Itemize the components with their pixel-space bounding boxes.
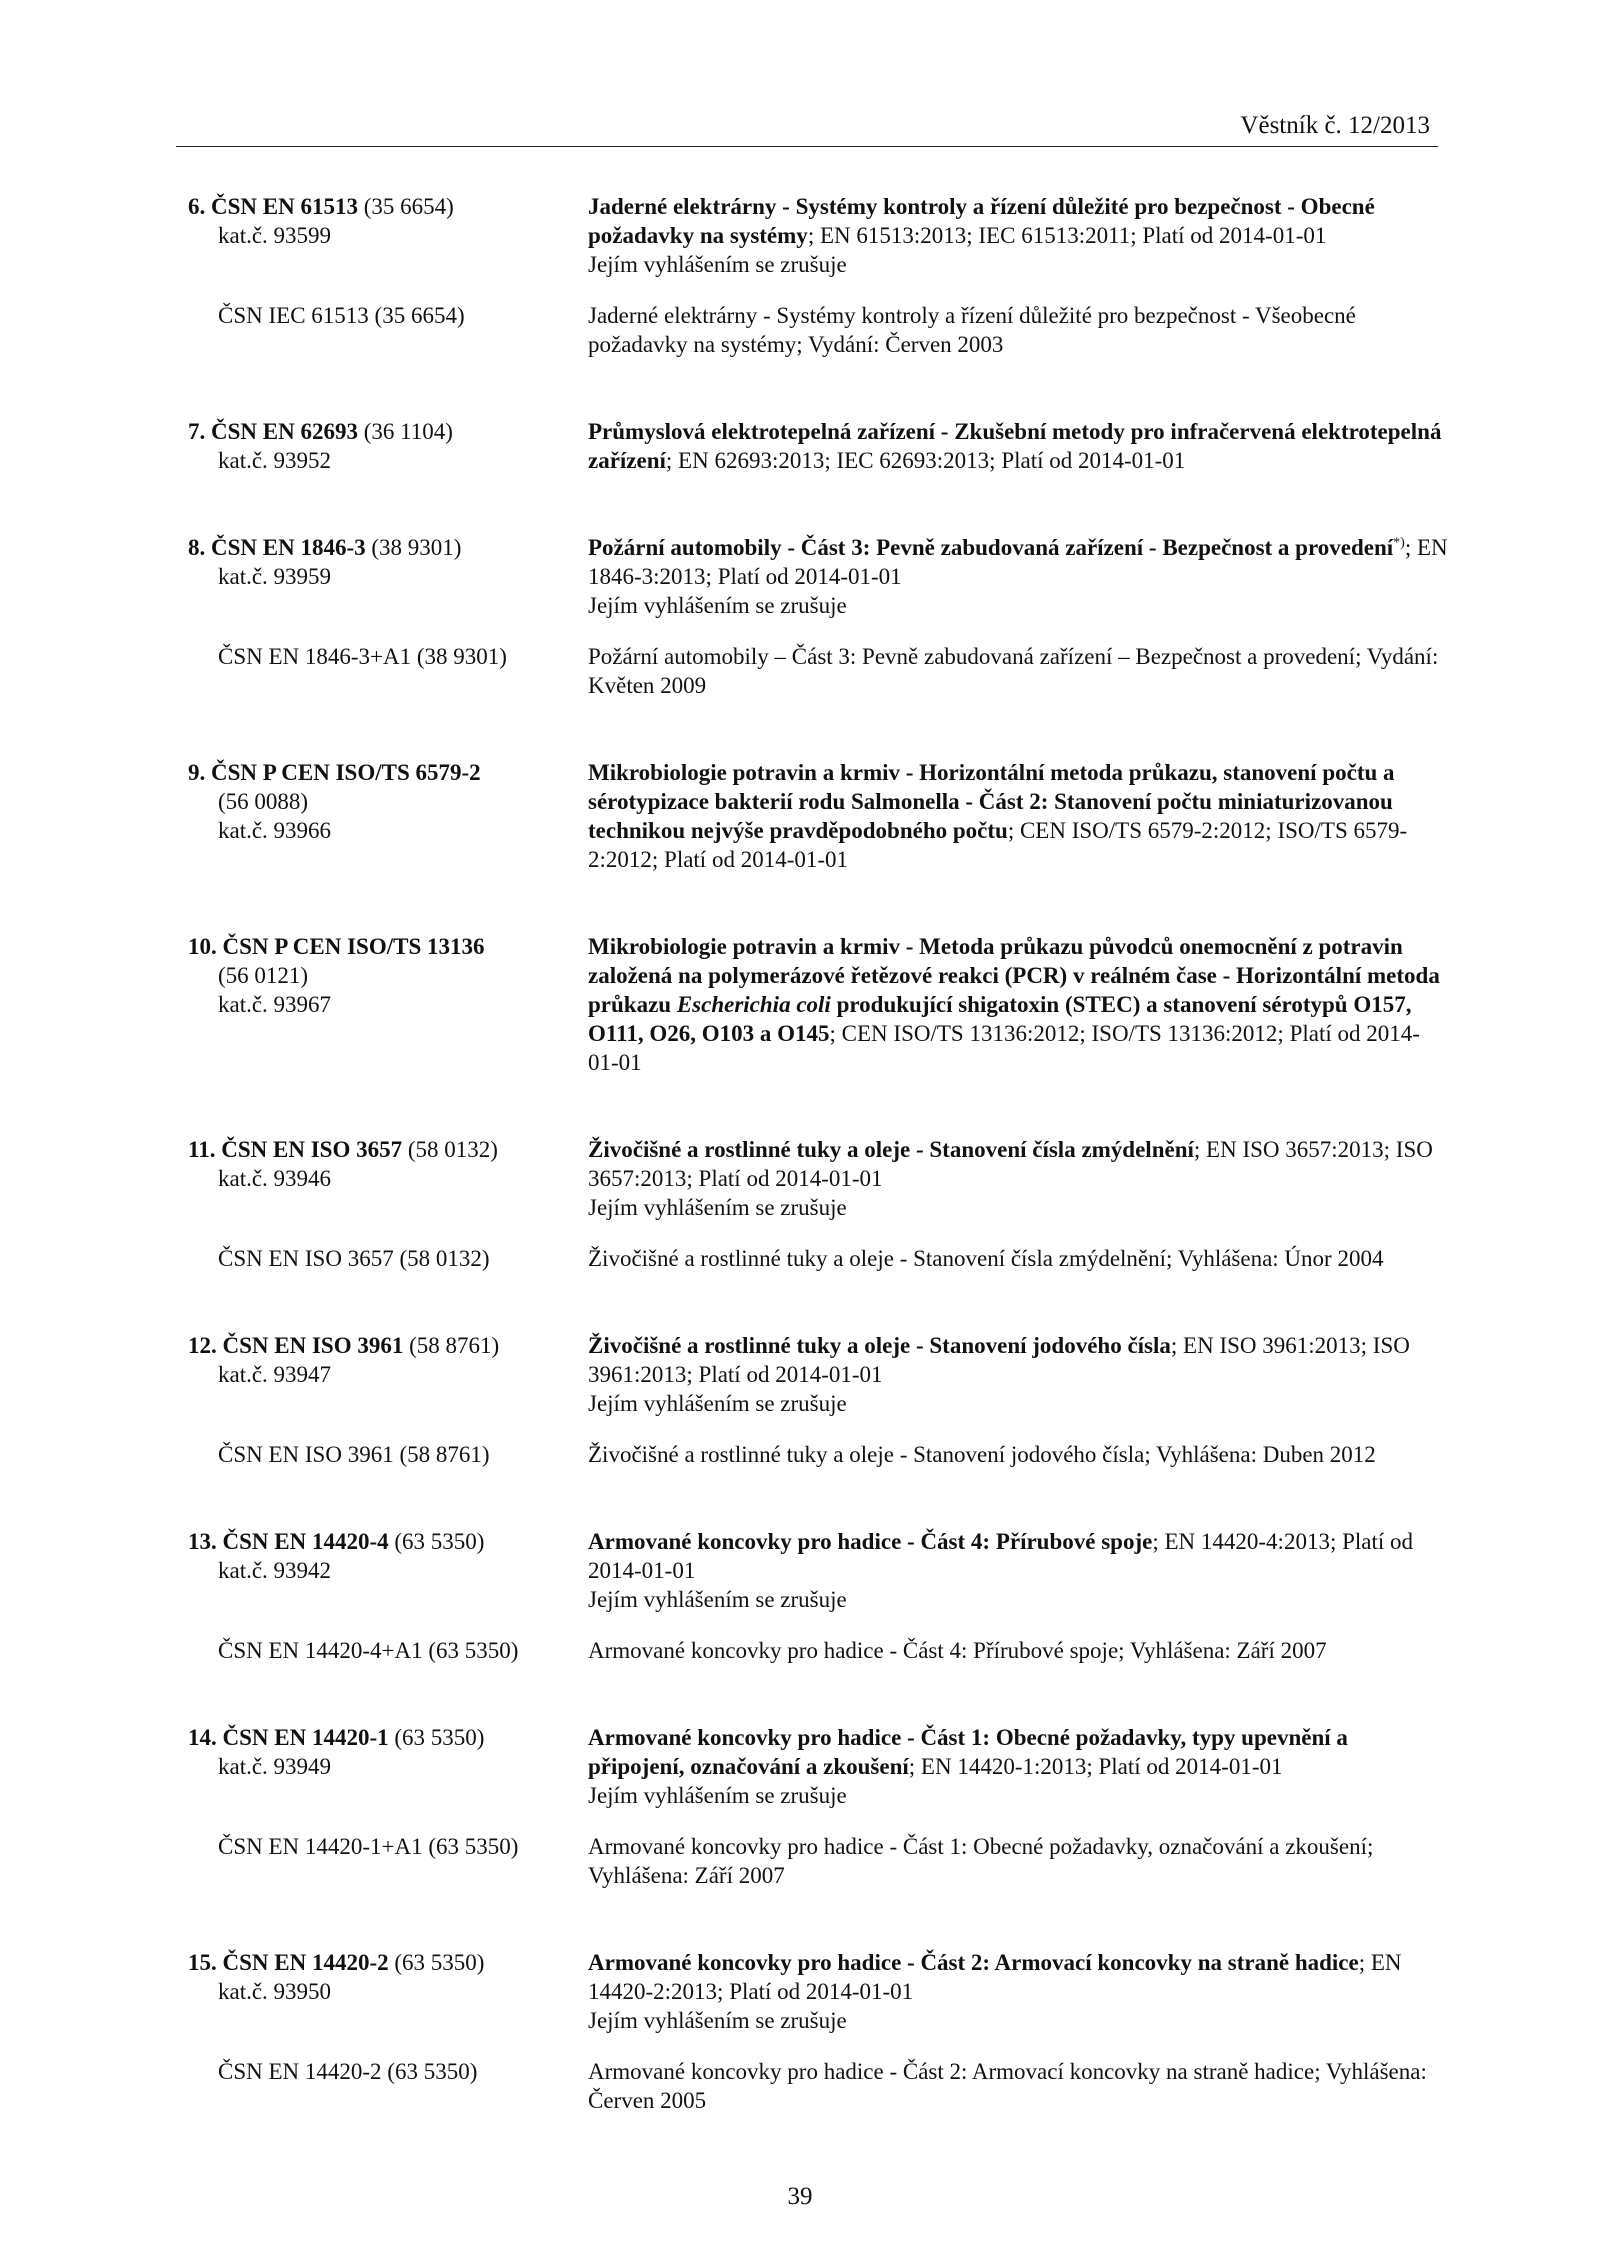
cancellation-note: Jejím vyhlášením se zrušuje bbox=[588, 1783, 847, 1808]
entry-number: 14. bbox=[188, 1725, 217, 1750]
entry-identifier bbox=[188, 533, 588, 620]
standard-details: ; EN 14420-2:2013; Platí od 2014-01-01 bbox=[588, 1950, 1402, 2004]
entry-description bbox=[588, 533, 1448, 620]
replaced-standard-code: ČSN EN ISO 3961 (58 8761) bbox=[218, 1442, 490, 1467]
replaced-standard-code: ČSN EN 14420-1+A1 (63 5350) bbox=[218, 1834, 519, 1859]
cancellation-note: Jejím vyhlášením se zrušuje bbox=[588, 593, 847, 618]
entry-description bbox=[588, 417, 1448, 475]
entry-number: 10. bbox=[188, 934, 217, 959]
cancellation-note: Jejím vyhlášením se zrušuje bbox=[588, 1195, 847, 1220]
entry-description bbox=[588, 932, 1448, 1077]
classification: (63 5350) bbox=[394, 1725, 485, 1750]
standard-entry-7 bbox=[188, 417, 1448, 475]
classification: (56 0088) bbox=[218, 789, 309, 814]
replaced-standard-code: ČSN EN 14420-4+A1 (63 5350) bbox=[218, 1638, 519, 1663]
standard-title: Armované koncovky pro hadice - Část 4: Přírubové spoje bbox=[588, 1529, 1153, 1554]
standard-code: ČSN EN ISO 3961 bbox=[222, 1333, 404, 1358]
standard-entry-14 bbox=[188, 1723, 1448, 1890]
replaced-standard-code: ČSN IEC 61513 (35 6654) bbox=[218, 303, 465, 328]
cancellation-note: Jejím vyhlášením se zrušuje bbox=[588, 2008, 847, 2033]
standard-entry-10 bbox=[188, 932, 1448, 1077]
catalog-number: kat.č. 93952 bbox=[218, 448, 332, 473]
entry-description bbox=[588, 1527, 1448, 1614]
standard-details: ; EN 62693:2013; IEC 62693:2013; Platí od 2014-01-01 bbox=[665, 448, 1186, 473]
replaced-standard-text: Armované koncovky pro hadice - Část 4: Přírubové spoje; Vyhlášena: Září 2007 bbox=[588, 1638, 1327, 1663]
standard-code: ČSN EN 1846-3 bbox=[211, 535, 366, 560]
standard-title-continued: produkující shigatoxin (STEC) a stanovení sérotypů O157, O111, O26, O103 a O145 bbox=[588, 992, 1412, 1046]
standard-details: ; EN 14420-1:2013; Platí od 2014-01-01 bbox=[908, 1754, 1283, 1779]
standard-entry-12 bbox=[188, 1331, 1448, 1469]
standard-entry-6 bbox=[188, 192, 1448, 359]
entry-identifier bbox=[188, 1135, 588, 1222]
entry-description bbox=[588, 758, 1448, 874]
cancellation-note: Jejím vyhlášením se zrušuje bbox=[588, 252, 847, 277]
entry-identifier bbox=[188, 1331, 588, 1418]
standard-entry-11 bbox=[188, 1135, 1448, 1273]
replaced-standard-text: Armované koncovky pro hadice - Část 1: Obecné požadavky, označování a zkoušení; Vyhlášena: Září 2007 bbox=[588, 1834, 1374, 1888]
standard-title: Armované koncovky pro hadice - Část 1: Obecné požadavky, typy upevnění a připojení, označování a zkoušení bbox=[588, 1725, 1348, 1779]
catalog-number: kat.č. 93966 bbox=[218, 818, 332, 843]
standard-title: Požární automobily - Část 3: Pevně zabudovaná zařízení - Bezpečnost a provedení bbox=[588, 535, 1394, 560]
bulletin-issue: Věstník č. 12/2013 bbox=[1240, 112, 1430, 139]
entry-identifier bbox=[188, 1723, 588, 1810]
classification: (58 8761) bbox=[409, 1333, 500, 1358]
entry-description bbox=[588, 192, 1448, 279]
standard-details: ; EN ISO 3657:2013; ISO 3657:2013; Platí od 2014-01-01 bbox=[588, 1137, 1433, 1191]
entry-identifier bbox=[188, 417, 588, 475]
standard-code: ČSN P CEN ISO/TS 6579-2 bbox=[211, 760, 481, 785]
standard-details: ; EN 1846-3:2013; Platí od 2014-01-01 bbox=[588, 535, 1448, 589]
entry-identifier bbox=[188, 1948, 588, 2035]
replaced-standard-text: Živočišné a rostlinné tuky a oleje - Stanovení čísla zmýdelnění; Vyhlášena: Únor 2004 bbox=[588, 1246, 1384, 1271]
entry-number: 11. bbox=[188, 1137, 216, 1162]
standards-list bbox=[188, 192, 1448, 2173]
entry-number: 7. bbox=[188, 419, 206, 444]
standard-title: Průmyslová elektrotepelná zařízení - Zkušební metody pro infračervená elektrotepelná zařízení bbox=[588, 419, 1442, 473]
standard-entry-15 bbox=[188, 1948, 1448, 2115]
classification: (38 9301) bbox=[371, 535, 462, 560]
catalog-number: kat.č. 93949 bbox=[218, 1754, 332, 1779]
page-number: 39 bbox=[787, 2183, 813, 2210]
classification: (63 5350) bbox=[394, 1529, 485, 1554]
entry-number: 8. bbox=[188, 535, 206, 560]
replaced-standard-code: ČSN EN ISO 3657 (58 0132) bbox=[218, 1246, 490, 1271]
standard-details: ; EN 14420-4:2013; Platí od 2014-01-01 bbox=[588, 1529, 1414, 1583]
classification: (63 5350) bbox=[394, 1950, 485, 1975]
standard-code: ČSN P CEN ISO/TS 13136 bbox=[222, 934, 485, 959]
standard-code: ČSN EN 14420-2 bbox=[222, 1950, 389, 1975]
cancellation-note: Jejím vyhlášením se zrušuje bbox=[588, 1587, 847, 1612]
entry-number: 12. bbox=[188, 1333, 217, 1358]
entry-identifier bbox=[188, 758, 588, 874]
standard-details: ; EN ISO 3961:2013; ISO 3961:2013; Platí od 2014-01-01 bbox=[588, 1333, 1410, 1387]
entry-identifier bbox=[188, 1527, 588, 1614]
standard-code: ČSN EN 14420-4 bbox=[222, 1529, 389, 1554]
entry-number: 13. bbox=[188, 1529, 217, 1554]
catalog-number: kat.č. 93947 bbox=[218, 1362, 332, 1387]
replaced-standard-text: Jaderné elektrárny - Systémy kontroly a řízení důležité pro bezpečnost - Všeobecné požadavky na systémy; Vydání: Červen 2003 bbox=[588, 303, 1356, 357]
replaced-standard-text: Armované koncovky pro hadice - Část 2: Armovací koncovky na straně hadice; Vyhlášena: Červen 2005 bbox=[588, 2059, 1427, 2113]
entry-number: 9. bbox=[188, 760, 206, 785]
standard-title: Živočišné a rostlinné tuky a oleje - Stanovení jodového čísla bbox=[588, 1333, 1171, 1358]
standard-entry-9 bbox=[188, 758, 1448, 874]
catalog-number: kat.č. 93942 bbox=[218, 1558, 332, 1583]
standard-title: Armované koncovky pro hadice - Část 2: Armovací koncovky na straně hadice bbox=[588, 1950, 1359, 1975]
standard-code: ČSN EN 61513 bbox=[211, 194, 358, 219]
standard-details: ; CEN ISO/TS 6579-2:2012; ISO/TS 6579-2:2012; Platí od 2014-01-01 bbox=[588, 818, 1408, 872]
footnote-marker: *) bbox=[1393, 535, 1405, 551]
catalog-number: kat.č. 93946 bbox=[218, 1166, 332, 1191]
species-name: Escherichia coli bbox=[676, 992, 831, 1017]
standard-entry-8 bbox=[188, 533, 1448, 700]
standard-title: Mikrobiologie potravin a krmiv - Horizontální metoda průkazu, stanovení počtu a sérotypizace bakterií rodu Salmonella - Část 2: Stanovení počtu miniaturizovanou technikou nejvýše pravděpodobného počtu bbox=[588, 760, 1395, 843]
catalog-number: kat.č. 93599 bbox=[218, 223, 332, 248]
standard-title: Živočišné a rostlinné tuky a oleje - Stanovení čísla zmýdelnění bbox=[588, 1137, 1194, 1162]
classification: (36 1104) bbox=[363, 419, 453, 444]
catalog-number: kat.č. 93967 bbox=[218, 992, 332, 1017]
standard-code: ČSN EN 62693 bbox=[211, 419, 358, 444]
classification: (35 6654) bbox=[363, 194, 454, 219]
page-header bbox=[176, 112, 1438, 147]
standard-details: ; CEN ISO/TS 13136:2012; ISO/TS 13136:2012; Platí od 2014-01-01 bbox=[588, 1021, 1420, 1075]
catalog-number: kat.č. 93950 bbox=[218, 1979, 332, 2004]
standard-code: ČSN EN ISO 3657 bbox=[221, 1137, 403, 1162]
standard-code: ČSN EN 14420-1 bbox=[222, 1725, 389, 1750]
replaced-standard-text: Živočišné a rostlinné tuky a oleje - Stanovení jodového čísla; Vyhlášena: Duben 2012 bbox=[588, 1442, 1376, 1467]
standard-details: ; EN 61513:2013; IEC 61513:2011; Platí od 2014-01-01 bbox=[807, 223, 1327, 248]
entry-description bbox=[588, 1331, 1448, 1418]
entry-identifier bbox=[188, 192, 588, 279]
replaced-standard-code: ČSN EN 14420-2 (63 5350) bbox=[218, 2059, 478, 2084]
catalog-number: kat.č. 93959 bbox=[218, 564, 332, 589]
entry-number: 15. bbox=[188, 1950, 217, 1975]
standard-title: Jaderné elektrárny - Systémy kontroly a řízení důležité pro bezpečnost - Obecné požadavky na systémy bbox=[588, 194, 1375, 248]
standard-entry-13 bbox=[188, 1527, 1448, 1665]
classification: (58 0132) bbox=[407, 1137, 498, 1162]
replaced-standard-code: ČSN EN 1846-3+A1 (38 9301) bbox=[218, 644, 507, 669]
entry-description bbox=[588, 1948, 1448, 2035]
classification: (56 0121) bbox=[218, 963, 309, 988]
cancellation-note: Jejím vyhlášením se zrušuje bbox=[588, 1391, 847, 1416]
entry-identifier bbox=[188, 932, 588, 1077]
entry-number: 6. bbox=[188, 194, 206, 219]
replaced-standard-text: Požární automobily – Část 3: Pevně zabudovaná zařízení – Bezpečnost a provedení; Vydání: Květen 2009 bbox=[588, 644, 1439, 698]
entry-description bbox=[588, 1135, 1448, 1222]
standard-title: Mikrobiologie potravin a krmiv - Metoda průkazu původců onemocnění z potravin založená na polymerázové řetězové reakci (PCR) v reálném čase - Horizontální metoda průkazu bbox=[588, 934, 1440, 1017]
entry-description bbox=[588, 1723, 1448, 1810]
